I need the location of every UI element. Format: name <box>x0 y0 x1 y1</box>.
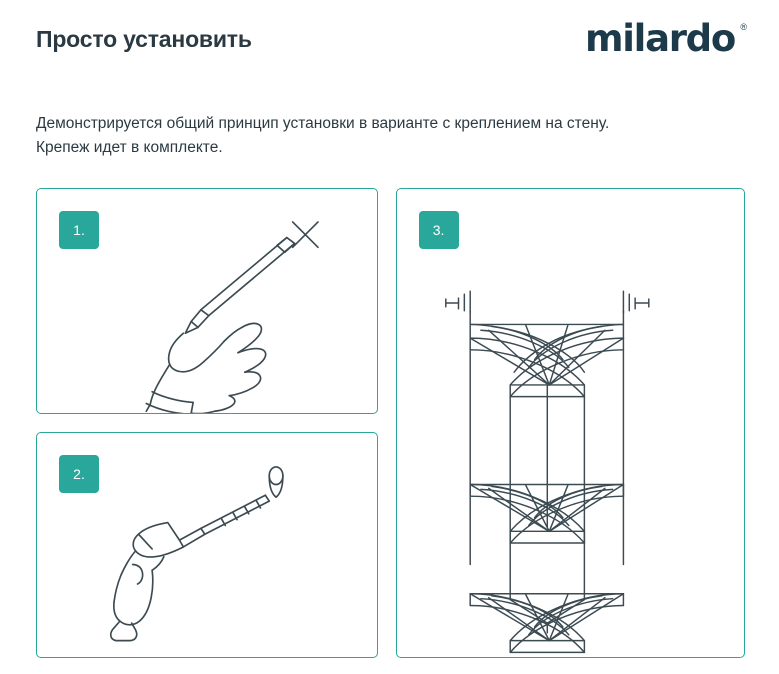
corner-shelf-three-tier-icon <box>397 189 744 657</box>
brand-name: milardo <box>585 17 735 60</box>
step-panel-2 <box>36 432 378 658</box>
brand-logo <box>585 17 747 60</box>
intro-line-1: Демонстрируется общий принцип установки в варианте с креплением на стену. <box>36 115 610 132</box>
steps-left-column <box>36 188 378 658</box>
intro-line-2: Крепеж идет в комплекте. <box>36 139 223 157</box>
step-panel-3 <box>396 188 745 658</box>
hand-marking-wall-icon <box>37 189 377 413</box>
step-number-1: 1. <box>59 211 99 249</box>
page-title: Просто установить <box>36 26 252 52</box>
page-header <box>36 17 747 78</box>
registered-trademark-icon: ® <box>740 22 747 32</box>
step-panel-1 <box>36 188 378 414</box>
step-number-2: 2. <box>59 455 99 493</box>
drill-and-dowel-icon <box>37 433 377 657</box>
step-number-3: 3. <box>419 211 459 249</box>
intro-text <box>36 112 745 160</box>
steps-container <box>36 188 745 658</box>
